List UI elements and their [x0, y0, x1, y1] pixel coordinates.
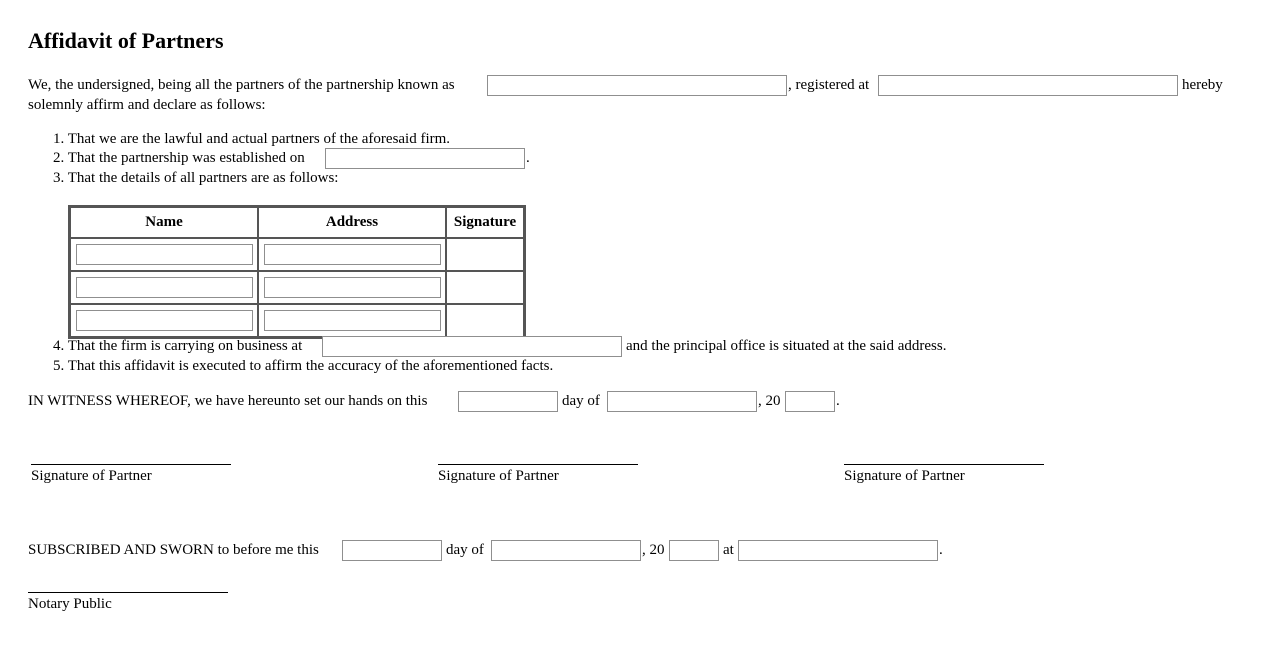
table-row [70, 238, 524, 271]
header-address: Address [258, 207, 446, 238]
notary-signature-line [28, 592, 228, 593]
name-cell [70, 271, 258, 304]
clause-1: 1. That we are the lawful and actual partners of the aforesaid firm. [53, 131, 451, 147]
signature-cell [446, 304, 524, 337]
clause-5: 5. That this affidavit is executed to affirm the accuracy of the aforementioned facts. [53, 358, 554, 374]
signature-cell [446, 271, 524, 304]
witness-day-input[interactable] [458, 391, 558, 412]
signature-line-1 [31, 464, 231, 465]
intro-text-part2: , registered at [788, 77, 870, 93]
sworn-day-input[interactable] [342, 540, 442, 561]
signature-line-3 [844, 464, 1044, 465]
table-header-row [70, 207, 524, 238]
table-row [70, 271, 524, 304]
sworn-day-of: day of [446, 542, 484, 558]
witness-comma-20: , 20 [758, 393, 781, 409]
clause-4-suffix: and the principal office is situated at the said address. [626, 338, 947, 354]
sworn-comma-20: , 20 [642, 542, 665, 558]
name-cell [70, 304, 258, 337]
signature-label-2: Signature of Partner [438, 468, 559, 484]
clause-3: 3. That the details of all partners are as follows: [53, 170, 339, 186]
sworn-month-input[interactable] [491, 540, 641, 561]
header-name: Name [70, 207, 258, 238]
name-cell [70, 238, 258, 271]
sworn-text: SUBSCRIBED AND SWORN to before me this [28, 542, 319, 558]
sworn-at: at [723, 542, 734, 558]
intro-text-part1: We, the undersigned, being all the partners of the partnership known as [28, 77, 455, 93]
partners-table [68, 205, 526, 339]
sworn-period: . [939, 542, 943, 558]
witness-period: . [836, 393, 840, 409]
witness-day-of: day of [562, 393, 600, 409]
document-title: Affidavit of Partners [28, 28, 224, 53]
table-row [70, 304, 524, 337]
partner-address-input[interactable] [264, 244, 441, 265]
witness-year-input[interactable] [785, 391, 835, 412]
sworn-year-input[interactable] [669, 540, 719, 561]
signature-label-3: Signature of Partner [844, 468, 965, 484]
address-cell [258, 238, 446, 271]
partner-name-input[interactable] [76, 310, 253, 331]
established-date-input[interactable] [325, 148, 525, 169]
business-address-input[interactable] [322, 336, 622, 357]
clause-2-text: 2. That the partnership was established on [53, 150, 305, 166]
witness-month-input[interactable] [607, 391, 757, 412]
intro-text-part4: solemnly affirm and declare as follows: [28, 97, 266, 113]
witness-text: IN WITNESS WHEREOF, we have hereunto set our hands on this [28, 393, 428, 409]
intro-text-part3: hereby [1182, 77, 1223, 93]
signature-label-1: Signature of Partner [31, 468, 152, 484]
address-cell [258, 304, 446, 337]
header-signature: Signature [446, 207, 524, 238]
registered-address-input[interactable] [878, 75, 1178, 96]
clause-4-text: 4. That the firm is carrying on business at [53, 338, 303, 354]
partner-name-input[interactable] [76, 277, 253, 298]
partner-name-input[interactable] [76, 244, 253, 265]
partner-address-input[interactable] [264, 277, 441, 298]
sworn-place-input[interactable] [738, 540, 938, 561]
notary-label: Notary Public [28, 596, 112, 612]
partner-address-input[interactable] [264, 310, 441, 331]
partnership-name-input[interactable] [487, 75, 787, 96]
signature-cell [446, 238, 524, 271]
address-cell [258, 271, 446, 304]
clause-2-period: . [526, 150, 530, 166]
signature-line-2 [438, 464, 638, 465]
